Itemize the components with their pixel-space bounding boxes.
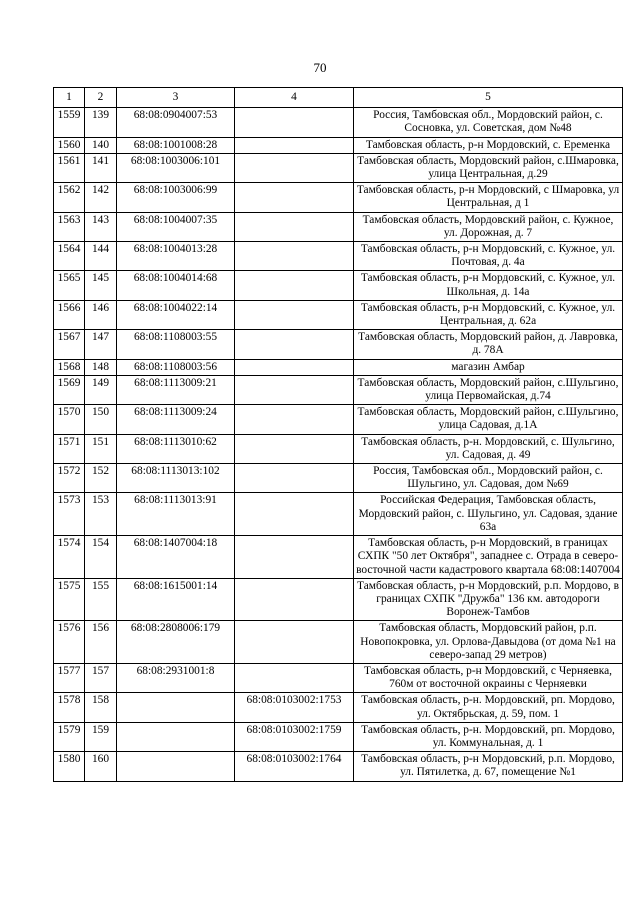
table-cell bbox=[235, 137, 354, 153]
column-header: 5 bbox=[354, 88, 623, 108]
table-row bbox=[54, 578, 623, 621]
table-cell: 141 bbox=[85, 153, 117, 182]
table-cell: Тамбовская область, Мордовский район, с.Шмаровка, улица Центральная, д.29 bbox=[354, 153, 623, 182]
table-cell: 143 bbox=[85, 212, 117, 241]
table-cell: Тамбовская область, р-н. Мордовский, с. Шульгино, ул. Садовая, д. 49 bbox=[354, 434, 623, 463]
table-cell: 68:08:1004022:14 bbox=[117, 300, 235, 329]
table-cell: 1570 bbox=[54, 405, 85, 434]
table-cell: 158 bbox=[85, 693, 117, 722]
table-cell: 68:08:1108003:56 bbox=[117, 359, 235, 375]
table-cell: 152 bbox=[85, 464, 117, 493]
table-row bbox=[54, 434, 623, 463]
table-cell: 1575 bbox=[54, 578, 85, 621]
table-cell: магазин Амбар bbox=[354, 359, 623, 375]
table-cell: 68:08:1003006:101 bbox=[117, 153, 235, 182]
table-cell: Тамбовская область, р-н Мордовский, с. Кужное, ул. Почтовая, д. 4а bbox=[354, 242, 623, 271]
table-cell bbox=[235, 663, 354, 692]
table-row bbox=[54, 752, 623, 781]
table-cell: 1560 bbox=[54, 137, 85, 153]
table-cell: 68:08:1108003:55 bbox=[117, 330, 235, 359]
table-cell: 139 bbox=[85, 108, 117, 137]
table-cell: 68:08:0103002:1753 bbox=[235, 693, 354, 722]
table-cell bbox=[235, 330, 354, 359]
table-cell bbox=[235, 108, 354, 137]
table-cell: 1579 bbox=[54, 722, 85, 751]
table-row bbox=[54, 137, 623, 153]
table-cell bbox=[235, 183, 354, 212]
table-cell: 160 bbox=[85, 752, 117, 781]
table-cell: 154 bbox=[85, 536, 117, 579]
table-cell: 1562 bbox=[54, 183, 85, 212]
table-row bbox=[54, 375, 623, 404]
table-cell: 1559 bbox=[54, 108, 85, 137]
table-row bbox=[54, 359, 623, 375]
table-cell: 68:08:1407004:18 bbox=[117, 536, 235, 579]
table-cell: Тамбовская область, р-н Мордовский, с Черняевка, 760м от восточной окраины с Черняевки bbox=[354, 663, 623, 692]
table-cell bbox=[235, 375, 354, 404]
table-row bbox=[54, 663, 623, 692]
table-cell bbox=[235, 242, 354, 271]
table-cell: 151 bbox=[85, 434, 117, 463]
table-cell bbox=[117, 722, 235, 751]
table-cell: 144 bbox=[85, 242, 117, 271]
table-cell: 145 bbox=[85, 271, 117, 300]
table-cell: Россия, Тамбовская обл., Мордовский район, с. Шульгино, ул. Садовая, дом №69 bbox=[354, 464, 623, 493]
table-cell: 68:08:1001008:28 bbox=[117, 137, 235, 153]
table-cell bbox=[235, 578, 354, 621]
table-cell: 157 bbox=[85, 663, 117, 692]
table-row bbox=[54, 212, 623, 241]
table-cell: Тамбовская область, Мордовский район, с.Шульгино, улица Первомайская, д.74 bbox=[354, 375, 623, 404]
table-cell: 1561 bbox=[54, 153, 85, 182]
table-cell: 68:08:0904007:53 bbox=[117, 108, 235, 137]
column-header: 4 bbox=[235, 88, 354, 108]
table-cell: Россия, Тамбовская обл., Мордовский район, с. Сосновка, ул. Советская, дом №48 bbox=[354, 108, 623, 137]
table-cell: 68:08:1113009:21 bbox=[117, 375, 235, 404]
table-cell: 1578 bbox=[54, 693, 85, 722]
table-cell: Тамбовская область, Мордовский район, с.Шульгино, улица Садовая, д.1А bbox=[354, 405, 623, 434]
table-cell: 1573 bbox=[54, 493, 85, 536]
data-table bbox=[53, 87, 623, 782]
table-row bbox=[54, 108, 623, 137]
table-cell: 153 bbox=[85, 493, 117, 536]
table-row bbox=[54, 693, 623, 722]
table-cell: 68:08:1113009:24 bbox=[117, 405, 235, 434]
table-cell bbox=[117, 693, 235, 722]
table-cell: 1572 bbox=[54, 464, 85, 493]
table-cell: 68:08:1615001:14 bbox=[117, 578, 235, 621]
table-cell bbox=[235, 212, 354, 241]
table-cell: 1574 bbox=[54, 536, 85, 579]
table-cell: Тамбовская область, р-н Мордовский, с. Еременка bbox=[354, 137, 623, 153]
table-cell: Тамбовская область, р-н Мордовский, с. Кужное, ул. Центральная, д. 62а bbox=[354, 300, 623, 329]
column-header: 1 bbox=[54, 88, 85, 108]
table-cell: Тамбовская область, р-н Мордовский, р.п. Мордово, в границах СХПК "Дружба" 136 км. автодороги Воронеж-Тамбов bbox=[354, 578, 623, 621]
table-cell: 1580 bbox=[54, 752, 85, 781]
table-cell: 68:08:1113010:62 bbox=[117, 434, 235, 463]
table-cell bbox=[235, 434, 354, 463]
table-row bbox=[54, 464, 623, 493]
table-cell: 156 bbox=[85, 621, 117, 664]
table-cell: 1567 bbox=[54, 330, 85, 359]
table-cell: Тамбовская область, Мордовский район, д. Лавровка, д. 78А bbox=[354, 330, 623, 359]
table-cell bbox=[117, 752, 235, 781]
table-cell bbox=[235, 621, 354, 664]
table-cell: 155 bbox=[85, 578, 117, 621]
table-cell: 1576 bbox=[54, 621, 85, 664]
table-cell: 68:08:1113013:91 bbox=[117, 493, 235, 536]
table-row bbox=[54, 300, 623, 329]
table-cell: 68:08:2931001:8 bbox=[117, 663, 235, 692]
table-cell: Тамбовская область, р-н Мордовский, с. Кужное, ул. Школьная, д. 14а bbox=[354, 271, 623, 300]
table-row bbox=[54, 493, 623, 536]
table-cell: Тамбовская область, р-н Мордовский, р.п. Мордово, ул. Пятилетка, д. 67, помещение №1 bbox=[354, 752, 623, 781]
column-header: 3 bbox=[117, 88, 235, 108]
table-cell: 68:08:0103002:1759 bbox=[235, 722, 354, 751]
table-row bbox=[54, 330, 623, 359]
table-cell bbox=[235, 300, 354, 329]
table-cell: 1568 bbox=[54, 359, 85, 375]
table-cell: Тамбовская область, р-н Мордовский, в границах СХПК "50 лет Октября", западнее с. Отрада в северо-восточной части кадастрового квартала 68:08:1407004 bbox=[354, 536, 623, 579]
table-cell: 140 bbox=[85, 137, 117, 153]
table-cell: Тамбовская область, р-н. Мордовский, рп. Мордово, ул. Коммунальная, д. 1 bbox=[354, 722, 623, 751]
table-cell bbox=[235, 493, 354, 536]
table-row bbox=[54, 153, 623, 182]
table-cell: 1563 bbox=[54, 212, 85, 241]
table-cell: Тамбовская область, Мордовский район, с. Кужное, ул. Дорожная, д. 7 bbox=[354, 212, 623, 241]
table-cell: 142 bbox=[85, 183, 117, 212]
table-row bbox=[54, 242, 623, 271]
table-cell: 149 bbox=[85, 375, 117, 404]
table-row bbox=[54, 405, 623, 434]
table-cell: 1564 bbox=[54, 242, 85, 271]
table-cell: 147 bbox=[85, 330, 117, 359]
table-cell: 1577 bbox=[54, 663, 85, 692]
table-row bbox=[54, 722, 623, 751]
page-number: 70 bbox=[313, 60, 327, 75]
table-cell: 68:08:1004014:68 bbox=[117, 271, 235, 300]
table-cell: 68:08:1004013:28 bbox=[117, 242, 235, 271]
table-cell: 150 bbox=[85, 405, 117, 434]
table-row bbox=[54, 183, 623, 212]
table-cell: 68:08:2808006:179 bbox=[117, 621, 235, 664]
table-cell: 159 bbox=[85, 722, 117, 751]
table-cell bbox=[235, 271, 354, 300]
table-cell: 1565 bbox=[54, 271, 85, 300]
table-cell: Тамбовская область, р-н. Мордовский, рп. Мордово, ул. Октябрьская, д. 59, пом. 1 bbox=[354, 693, 623, 722]
table-cell: 68:08:1004007:35 bbox=[117, 212, 235, 241]
column-header: 2 bbox=[85, 88, 117, 108]
table-cell bbox=[235, 464, 354, 493]
table-cell: 146 bbox=[85, 300, 117, 329]
header-row bbox=[54, 88, 623, 108]
table-row bbox=[54, 536, 623, 579]
table-cell: Тамбовская область, р-н Мордовский, с Шмаровка, ул Центральная, д 1 bbox=[354, 183, 623, 212]
table-cell: 1569 bbox=[54, 375, 85, 404]
table-cell: 68:08:0103002:1764 bbox=[235, 752, 354, 781]
table-cell: 148 bbox=[85, 359, 117, 375]
table-cell: Российская Федерация, Тамбовская область, Мордовский район, с. Шульгино, ул. Садовая, здание 63а bbox=[354, 493, 623, 536]
table-cell bbox=[235, 359, 354, 375]
table-cell bbox=[235, 536, 354, 579]
table-cell bbox=[235, 153, 354, 182]
table-row bbox=[54, 621, 623, 664]
table-body bbox=[54, 108, 623, 781]
table-cell: 68:08:1113013:102 bbox=[117, 464, 235, 493]
table-cell: Тамбовская область, Мордовский район, р.п. Новопокровка, ул. Орлова-Давыдова (от дома №1 на северо-запад 29 метров) bbox=[354, 621, 623, 664]
table-cell: 68:08:1003006:99 bbox=[117, 183, 235, 212]
table-cell bbox=[235, 405, 354, 434]
table-cell: 1571 bbox=[54, 434, 85, 463]
table-row bbox=[54, 271, 623, 300]
table-cell: 1566 bbox=[54, 300, 85, 329]
